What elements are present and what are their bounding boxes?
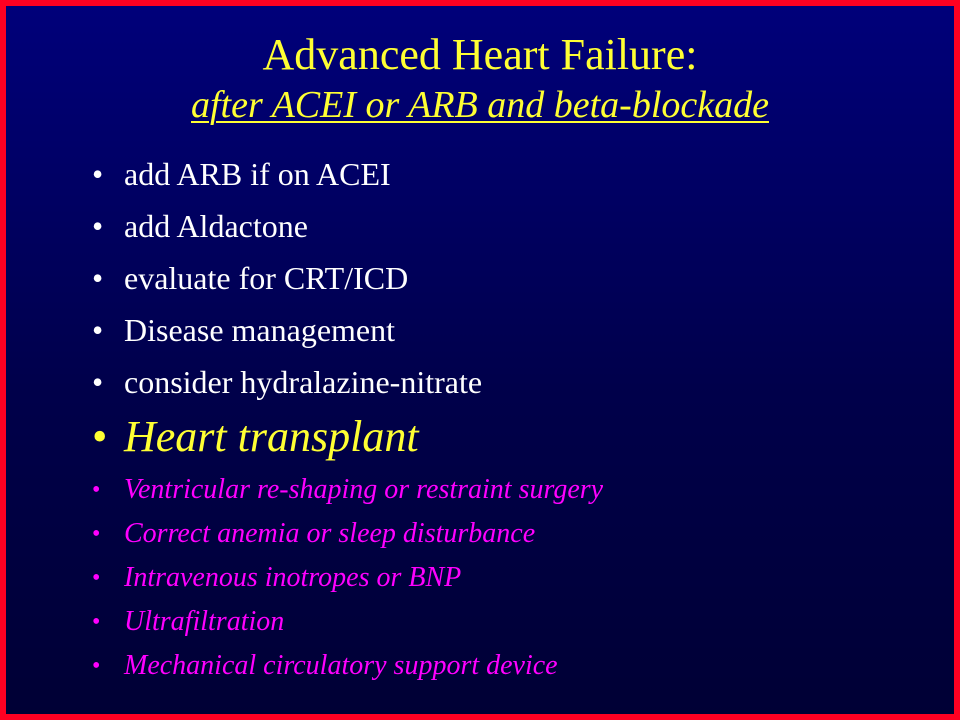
- bullet-icon: •: [92, 609, 101, 635]
- bullet-icon: •: [92, 412, 108, 461]
- list-item-text: Mechanical circulatory support device: [124, 650, 558, 681]
- bullet-icon: •: [92, 565, 101, 591]
- list-item: [92, 648, 603, 692]
- list-item: [92, 258, 482, 310]
- bullet-icon: •: [92, 312, 104, 348]
- bullet-icon: •: [92, 156, 104, 192]
- list-item-text: Correct anemia or sleep disturbance: [124, 518, 536, 549]
- list-item-text: evaluate for CRT/ICD: [124, 260, 409, 296]
- list-item: [92, 206, 482, 258]
- list-item-text: add ARB if on ACEI: [124, 156, 391, 192]
- bullet-icon: •: [92, 521, 101, 547]
- list-item: [92, 560, 603, 604]
- list-item: [92, 604, 603, 648]
- list-item-text: Ventricular re-shaping or restraint surgery: [124, 474, 604, 505]
- highlight-item: [92, 409, 419, 465]
- bullet-icon: •: [92, 653, 101, 679]
- list-item: [92, 472, 603, 516]
- list-item: [92, 154, 482, 206]
- secondary-bullet-list: [92, 472, 603, 692]
- list-item-text: Ultrafiltration: [124, 606, 285, 637]
- list-item: [92, 310, 482, 362]
- primary-bullet-list: [92, 154, 482, 414]
- title-block: [6, 28, 954, 128]
- list-item-text: consider hydralazine-nitrate: [124, 364, 483, 400]
- list-item-text: Intravenous inotropes or BNP: [124, 562, 462, 593]
- bullet-icon: •: [92, 364, 104, 400]
- bullet-icon: •: [92, 260, 104, 296]
- slide-title: Advanced Heart Failure:: [262, 30, 698, 79]
- list-item-text: Disease management: [124, 312, 395, 348]
- list-item-text: add Aldactone: [124, 208, 308, 244]
- slide-subtitle: after ACEI or ARB and beta-blockade: [191, 84, 769, 126]
- highlight-item-text: Heart transplant: [124, 412, 419, 461]
- list-item: [92, 362, 482, 414]
- bullet-icon: •: [92, 477, 101, 503]
- bullet-icon: •: [92, 208, 104, 244]
- list-item: [92, 516, 603, 560]
